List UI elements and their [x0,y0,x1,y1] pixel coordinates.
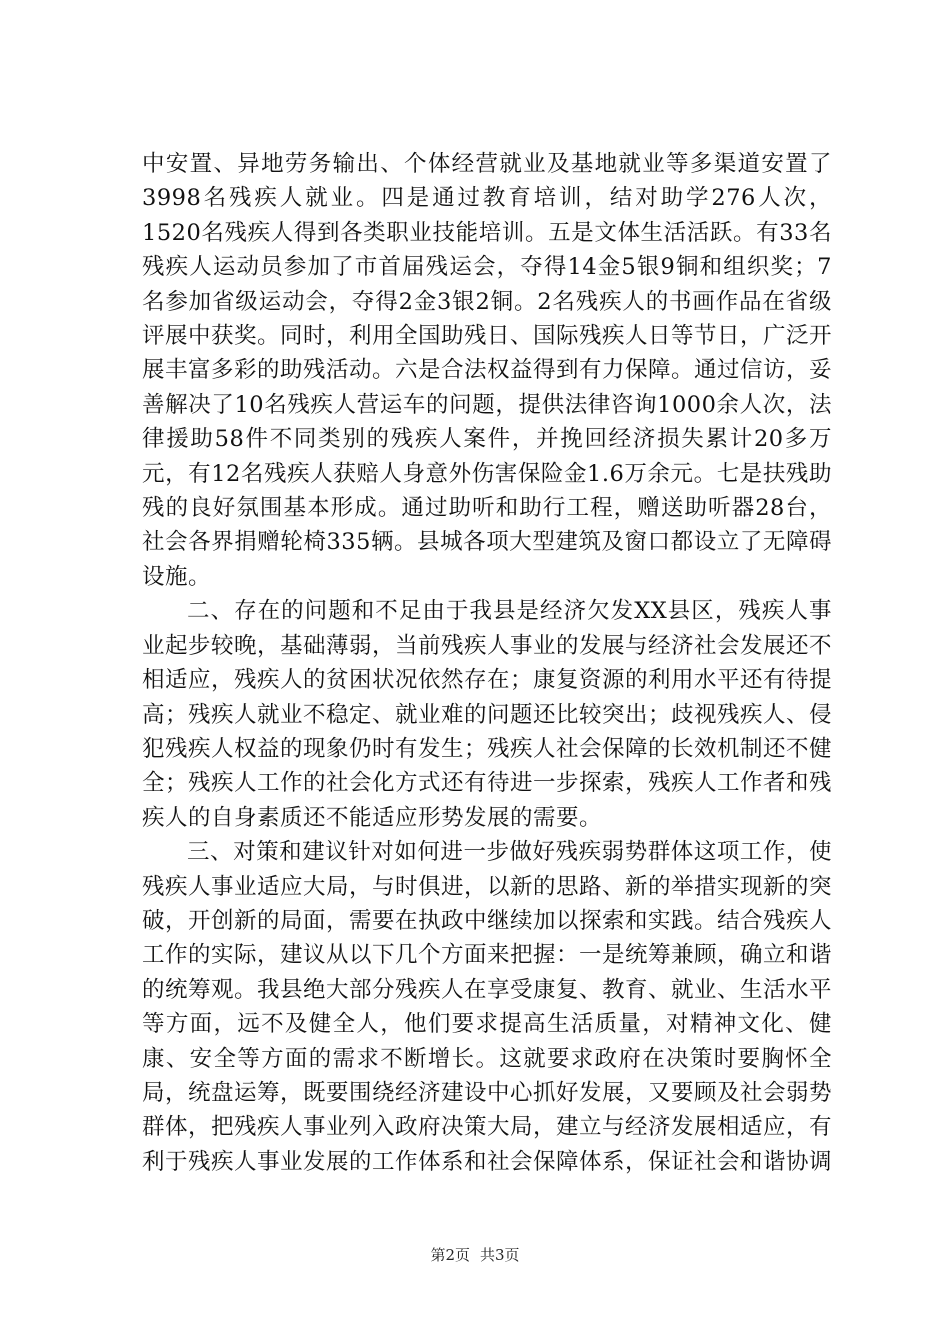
paragraph-achievements: 中安置、异地劳务输出、个体经营就业及基地就业等多渠道安置了3998名残疾人就业。四是通过教育培训，结对助学276人次，1520名残疾人得到各类职业技能培训。五是文体生活活跃。有33名残疾人运动员参加了市首届残运会，夺得14金5银9铜和组织奖；7名参加省级运动会，夺得2金3银2铜。2名残疾人的书画作品在省级评展中获奖。同时，利用全国助残日、国际残疾人日等节日，广泛开展丰富多彩的助残活动。六是合法权益得到有力保障。通过信访，妥善解决了10名残疾人营运车的问题，提供法律咨询1000余人次，法律援助58件不同类别的残疾人案件，并挽回经济损失累计20多万元，有12名残疾人获赔人身意外伤害保险金1.6万余元。七是扶残助残的良好氛围基本形成。通过助听和助行工程，赠送助听器28台，社会各界捐赠轮椅335辆。县城各项大型建筑及窗口都设立了无障碍设施。 [142,151,833,590]
paragraph-problems: 二、存在的问题和不足由于我县是经济欠发XX县区，残疾人事业起步较晚，基础薄弱，当前残疾人事业的发展与经济社会发展还不相适应，残疾人的贫困状况依然存在；康复资源的利用水平还有待提高；残疾人就业不稳定、就业难的问题还比较突出；歧视残疾人、侵犯残疾人权益的现象仍时有发生；残疾人社会保障的长效机制还不健全；残疾人工作的社会化方式还有待进一步探索，残疾人工作者和残疾人的自身素质还不能适应形势发展的需要。 [142,598,833,831]
page-footer [0,1244,950,1265]
paragraph-suggestions: 三、对策和建议针对如何进一步做好残疾弱势群体这项工作，使残疾人事业适应大局，与时俱进，以新的思路、新的举措实现新的突破，开创新的局面，需要在执政中继续加以探索和实践。结合残疾人工作的实际，建议从以下几个方面来把握：一是统筹兼顾，确立和谐的统筹观。我县绝大部分残疾人在享受康复、教育、就业、生活水平等方面，远不及健全人，他们要求提高生活质量，对精神文化、健康、安全等方面的需求不断增长。这就要求政府在决策时要胸怀全局，统盘运筹，既要围绕经济建设中心抓好发展，又要顾及社会弱势群体，把残疾人事业列入政府决策大局，建立与经济发展相适应，有利于残疾人事业发展的工作体系和社会保障体系，保证社会和谐协调 [142,839,833,1175]
page-number: 第2页 [430,1246,470,1264]
document-body [142,147,832,1179]
page-total: 共3页 [480,1246,520,1264]
